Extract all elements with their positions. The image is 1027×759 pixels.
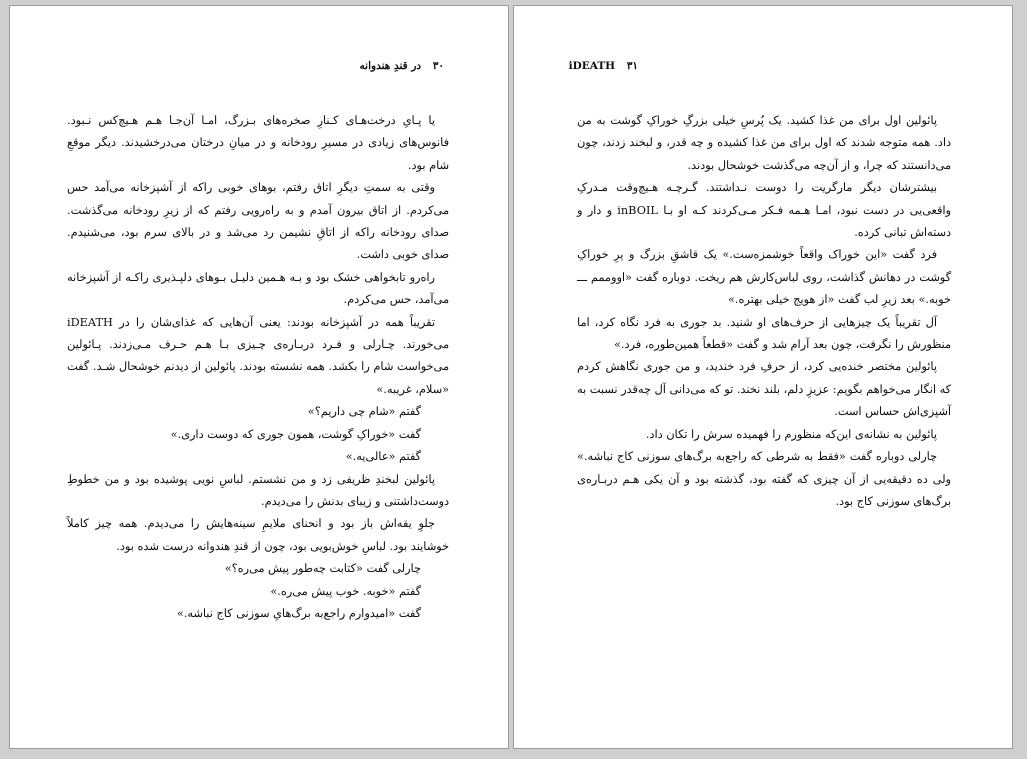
paragraph: تقریباً همه در آشپزخانه بودند: یعنی آن‌هایی که غذای‌شان را در iDEATH می‌خورند. چـارلی و فـرد دربـاره‌ی چـیزی بـا هـم حـرف مـی‌زدند. پـائولین می‌خواست شام را بکشد. همه نشسته بودند. پائولین از دیدنم خوشحال شـد. گفت «سلام، غریبه.» xyxy=(67,315,449,396)
paragraph: یا پـایِ درخت‌هـای کـنارِ صخره‌های بـزرگ، امـا آن‌جـا هـم هـیچ‌کس نـبود. فانوس‌های زیادی در مسیرِ رودخانه و در میانِ درختان می‌درخشیدند. دیگر موقعِ شام بود. xyxy=(67,114,449,172)
running-title-left: در قندِ هندوانه xyxy=(359,60,422,72)
paragraph: فرد گفت «این خوراک واقعاً خوشمزه‌ست.» یک قاشقِ بزرگ و پرِ خوراکِ گوشت در دهانش گذاشت، روی لباس‌کارش هم ریخت. دوباره گفت «اووممم ـــ خوبه.» بعد زیرِ لب گفت «از هویج خیلی بهتره.» xyxy=(577,248,951,307)
paragraph: چارلی دوباره گفت «فقط به شرطی که راجع‌به برگ‌های سوزنی کاج نباشه.» ولی ده دقیقه‌یی از آن چیزی که گفته بود، گذشته بود و آن یکی هـم دربـاره‌ی برگ‌های سوزنی کاج بود. xyxy=(577,450,951,508)
paragraph: گفت «خوراکِ گوشت، همون جوری که دوست داری.» xyxy=(170,427,421,441)
body-text-left xyxy=(67,110,449,625)
paragraph: گفتم «شام چی داریم؟» xyxy=(307,405,421,419)
paragraph: بیشترشان دیگر مارگریت را دوست نـداشتند. گـرچـه هـیچ‌وقت مـدرکِ واقعی‌یی در دست نبود، امـا هـمه فـکر مـی‌کردند کـه او بـا inBOIL و دار و دسته‌اش تبانی کرده. xyxy=(577,181,951,240)
paragraph: جلوِ یقه‌اش باز بود و انحنای ملایمِ سینه‌هایش را می‌دیدم. همه چیز کاملاً خوشایند بود. لباسِ خوش‌بویی بود، چون از قندِ هندوانه درست شده بود. xyxy=(67,517,449,553)
paragraph: پائولین اول برای من غذا کشید. یک پُرسِ خیلی بزرگِ خوراکِ گوشت به من داد. همه متوجه شدند که اول برای من غذا کشیده و چه قدر، و لبخند زدند، چون می‌دانستند که چرا، و از آن‌چه می‌گذشت خوشحال بودند. xyxy=(577,114,951,172)
paragraph: پائولین به نشانه‌ی این‌که منظورم را فهمیده سرش را تکان داد. xyxy=(645,427,937,441)
body-text-right xyxy=(577,110,951,513)
page-number-left: ۳۰ xyxy=(432,60,444,72)
paragraph: آل تقریباً یک چیزهایی از حرف‌های او شنید. بد جوری به فرد نگاه کرد، اما منظورش را نگرفت، چون بعد آرام شد و گفت «قطعاً همین‌طوره، فرد.» xyxy=(577,315,951,352)
paragraph: وقتی به سمتِ دیگرِ اتاق رفتم، بوهای خوبی راکه از آشپزخانه می‌آمد حس می‌کردم. از اتاق بیرون آمدم و به راه‌رویی رفتم که از زیرِ رودخانه می‌گذشت. صدای رودخانه راکه از اتاقِ نشیمن رد می‌شد و در بالای سرم بود، می‌شنیدم. صدای خوبی داشت. xyxy=(67,181,449,262)
paragraph: پائولین مختصر خنده‌یی کرد، از حرفِ فرد خندید، و من جوری نگاهش کردم که انگار می‌خواهم بگویم: عزیزِ دلم، بلند نخند. تو که می‌دانی آل چه‌قدر نسبت به آشپزی‌اش حساس است. xyxy=(577,360,951,419)
paragraph: پائولین لبخندِ ظریفی زد و من نشستم. لباسِ نویی پوشیده بود و من خطوطِ دوست‌داشتنی و زیبای بدنش را می‌دیدم. xyxy=(67,472,449,508)
left-page xyxy=(9,5,509,749)
paragraph: گفتم «عالی‌یه.» xyxy=(345,450,421,464)
running-title-right: iDEATH xyxy=(568,60,616,72)
paragraph: گفت «امیدوارم راجع‌به برگ‌هایِ سوزنی کاج نباشه.» xyxy=(176,606,421,620)
right-page xyxy=(513,5,1013,749)
running-head-right xyxy=(569,60,638,72)
page-number-right: ۳۱ xyxy=(626,60,638,72)
paragraph: راه‌رو تابخواهی خشک بود و بـه هـمین دلیـل بـوهای دلپـذیری راکـه از آشپزخانه می‌آمد، حس می‌کردم. xyxy=(67,270,449,307)
paragraph: گفتم «خوبه. خوب پیش می‌ره.» xyxy=(270,584,421,598)
paragraph: چارلی گفت «کتابت چه‌طور پیش می‌ره؟» xyxy=(224,562,421,576)
running-head-left xyxy=(360,60,444,72)
